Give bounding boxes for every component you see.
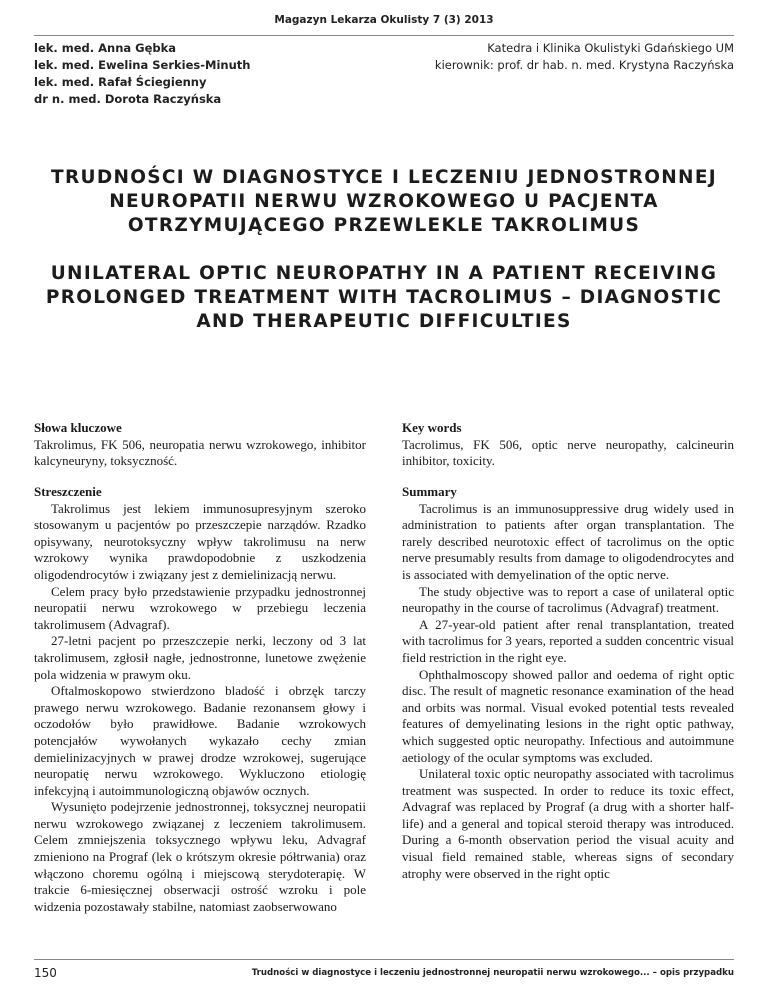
keywords-polish bbox=[34, 420, 366, 470]
author-list bbox=[34, 40, 250, 108]
header-divider bbox=[34, 35, 734, 36]
affiliation-line: kierownik: prof. dr hab. n. med. Krystyna Raczyńska bbox=[434, 58, 734, 72]
abstract-heading: Summary bbox=[402, 484, 457, 499]
title-line: AND THERAPEUTIC DIFFICULTIES bbox=[196, 311, 572, 332]
abstract-paragraph: The study objective was to report a case of unilateral optic neuropathy in the course of tacrolimus (Advagraf) treatment. bbox=[402, 583, 734, 616]
abstract-paragraph: A 27-year-old patient after renal transplantation, treated with tacrolimus for 3 years, reported a sudden concentric visual field restriction in the right eye. bbox=[402, 616, 734, 665]
journal-header: Magazyn Lekarza Okulisty 7 (3) 2013 bbox=[274, 14, 494, 26]
abstract-paragraph: Takrolimus jest lekiem immunosupresyjnym szeroko stosowanym u pacjentów po przeszczepie narządów. Rzadko opisywany, neurotoksyczny wpływ takrolimusu na nerw wzrokowy wynika prawdopodobnie z uszkodzenia oligodendrocytów i związany jest z demielinizacją nerwu. bbox=[34, 500, 366, 582]
author-name: lek. med. Anna Gębka bbox=[34, 41, 177, 55]
author-name: lek. med. Ewelina Serkies-Minuth bbox=[34, 58, 251, 72]
author-name: lek. med. Rafał Ściegienny bbox=[34, 75, 207, 89]
keywords-heading: Słowa kluczowe bbox=[34, 420, 122, 435]
affiliation bbox=[435, 40, 734, 74]
abstract-paragraph: Wysunięto podejrzenie jednostronnej, toksycznej neuropatii nerwu wzrokowego związanej z leczeniem takrolimusem. Celem zmniejszenia toksycznego wpływu leku, Advagraf zmieniono na Prograf (lek o krótszym okresie półtrwania) oraz włączono choremu ogólną i miejscową sterydoterapię. W trakcie 6-miesięcznej obserwacji ostrość wzroku i pole widzenia pozostawały stabilne, natomiast zaobserwowano bbox=[34, 799, 366, 914]
abstract-heading: Streszczenie bbox=[34, 484, 102, 499]
title-line: OTRZYMUJĄCEGO PRZEWLEKLE TAKROLIMUS bbox=[127, 215, 641, 236]
page-number: 150 bbox=[34, 966, 57, 980]
abstract-paragraph: Celem pracy było przedstawienie przypadku jednostronnej neuropatii nerwu wzrokowego w przebiegu leczenia takrolimusem (Advagraf). bbox=[34, 583, 366, 632]
running-title: Trudności w diagnostyce i leczeniu jednostronnej neuropatii nerwu wzrokowego... – opis przypadku bbox=[251, 968, 734, 978]
abstract-paragraph: Tacrolimus is an immunosuppressive drug widely used in administration to patients after organ transplantation. The rarely described neurotoxic effect of tacrolimus on the optic nerve presumably results from damage to oligodendrocytes and is associated with demyelination of the optic nerve. bbox=[402, 500, 734, 582]
abstract-paragraph: Unilateral toxic optic neuropathy associated with tacrolimus treatment was suspected. In order to reduce its toxic effect, Advagraf was replaced by Prograf (a drug with a shorter half-life) and a general and topical steroid therapy was introduced. During a 6-month observation period the visual acuity and visual field remained stable, whereas signs of secondary atrophy were observed in the right optic bbox=[402, 766, 734, 881]
abstract-polish bbox=[34, 484, 366, 915]
abstract-paragraph: Oftalmoskopowo stwierdzono bladość i obrzęk tarczy prawego nerwu wzrokowego. Badanie rezonansem głowy i oczodołów było prawidłowe. Badanie wzrokowych potencjałów wywołanych wykazało cechy zmian demielinizacyjnych w prawej drodze wzrokowej, sugerujące neuropatię nerwu wzrokowego. Wykluczono etiologię infekcyjną i autoimmunologiczną objawów ocznych. bbox=[34, 683, 366, 798]
title-line: UNILATERAL OPTIC NEUROPATHY IN A PATIENT RECEIVING bbox=[50, 263, 718, 284]
affiliation-line: Katedra i Klinika Okulistyki Gdańskiego UM bbox=[487, 41, 734, 55]
abstract-paragraph: 27-letni pacjent po przeszczepie nerki, leczony od 3 lat takrolimusem, zgłosił nagłe, jednostronne, lunetowe zwężenie pola widzenia w prawym oku. bbox=[34, 633, 366, 682]
footer-divider bbox=[34, 959, 734, 960]
title-line: PROLONGED TREATMENT WITH TACROLIMUS – DIAGNOSTIC bbox=[45, 287, 723, 308]
title-line: NEUROPATII NERWU WZROKOWEGO U PACJENTA bbox=[109, 191, 659, 212]
keywords-heading: Key words bbox=[402, 420, 462, 435]
keywords-text: Tacrolimus, FK 506, optic nerve neuropathy, calcineurin inhibitor, toxicity. bbox=[402, 436, 734, 469]
title-polish bbox=[40, 166, 728, 238]
abstract-english bbox=[402, 484, 734, 882]
title-english bbox=[40, 262, 728, 334]
abstract-paragraph: Ophthalmoscopy showed pallor and oedema of right optic disc. The result of magnetic resonance examination of the head and orbits was normal. Visual evoked potential tests revealed features of demyelinating lesions in the right optic pathway, which suggested optic neuropathy. Infectious and autoimmune aetiology of the ocular symptoms was excluded. bbox=[402, 666, 734, 765]
keywords-english bbox=[402, 420, 734, 470]
author-name: dr n. med. Dorota Raczyńska bbox=[34, 92, 222, 106]
keywords-text: Takrolimus, FK 506, neuropatia nerwu wzrokowego, inhibitor kalcyneuryny, toksyczność. bbox=[34, 436, 366, 469]
title-line: TRUDNOŚCI W DIAGNOSTYCE I LECZENIU JEDNOSTRONNEJ bbox=[51, 167, 717, 188]
